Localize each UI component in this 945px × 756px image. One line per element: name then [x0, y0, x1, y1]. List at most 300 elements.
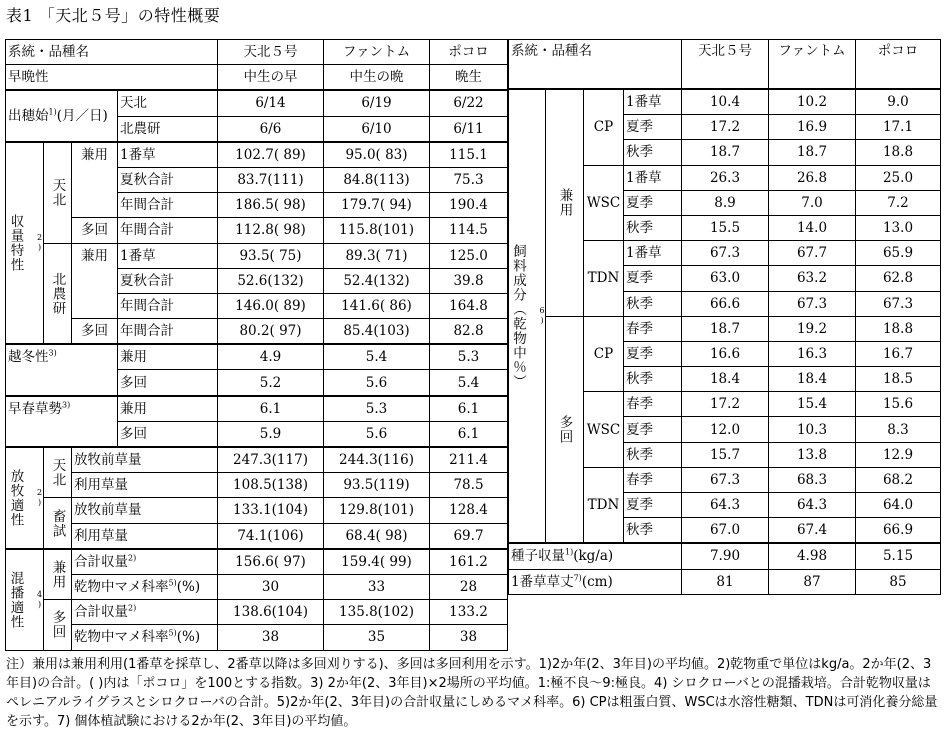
- cell-text: 1番草: [626, 245, 662, 262]
- value-cell: [430, 293, 508, 318]
- cell-text: 87: [803, 573, 821, 590]
- value-cell: [856, 241, 941, 266]
- cell-text: 春季: [626, 320, 653, 337]
- value-cell: [856, 569, 941, 594]
- cell-text: 89.3( 71): [345, 247, 408, 264]
- cell-text: 93.5( 75): [239, 247, 302, 264]
- value-cell: [682, 543, 769, 569]
- cell-text: 乾物中マメ科率: [74, 629, 169, 646]
- value-cell: [769, 493, 856, 518]
- value-cell: [218, 549, 324, 575]
- cell-text: 80.2( 97): [239, 323, 302, 340]
- cell-text: 夏季: [626, 497, 653, 514]
- value-cell: [218, 421, 324, 447]
- cell-text: 6.1: [457, 400, 480, 417]
- cell-text: 収量特性: [7, 214, 24, 272]
- use-cell: [118, 396, 218, 422]
- maturity-cell: [430, 65, 508, 91]
- value-cell: [218, 293, 324, 318]
- cell-text: 138.6(104): [233, 604, 308, 621]
- cell-text: 系統・品種名: [8, 44, 89, 61]
- cell-text: ポコロ: [877, 43, 919, 59]
- value-cell: [856, 316, 941, 341]
- value-cell: [430, 344, 508, 370]
- superscript-note: 5): [168, 578, 177, 588]
- value-cell: [856, 89, 941, 115]
- cell-text: 74.1(106): [237, 527, 304, 544]
- loc-cell: [118, 90, 218, 116]
- cell-text: 7.0: [801, 194, 823, 211]
- cell-text: 135.8(102): [339, 604, 414, 621]
- value-cell: [682, 266, 769, 291]
- cell-text: 83.7(111): [237, 172, 304, 189]
- value-cell: [430, 167, 508, 192]
- value-cell: [856, 291, 941, 316]
- cell-text: 6/22: [453, 95, 484, 112]
- value-cell: [769, 518, 856, 544]
- cell-text: TDN: [587, 270, 620, 287]
- cell-text: 利用草量: [74, 527, 128, 544]
- cell-text: 18.4: [709, 371, 741, 388]
- cell-text: 190.4: [449, 197, 488, 214]
- value-cell: [856, 190, 941, 215]
- cell-text: 52.6(132): [237, 272, 304, 289]
- cell-text: 26.8: [796, 169, 828, 186]
- cell-text: 211.4: [449, 452, 488, 469]
- value-cell: [430, 523, 508, 549]
- value-cell: [769, 442, 856, 467]
- cell-text: 6/11: [453, 120, 484, 137]
- value-cell: [682, 115, 769, 140]
- cell-text: 年間合計: [120, 297, 174, 314]
- cell-text: 16.9: [796, 119, 828, 136]
- table-row: [6, 142, 508, 168]
- cell-text: 7.90: [709, 548, 741, 565]
- table-row: [6, 396, 508, 422]
- value-cell: [430, 319, 508, 345]
- cell-text: 秋季: [626, 220, 653, 237]
- item-cell: [118, 218, 218, 243]
- cell-text: 多回: [120, 425, 147, 442]
- cell-text: 64.3: [796, 497, 828, 514]
- value-cell: [682, 518, 769, 544]
- value-cell: [218, 90, 324, 116]
- cell-text: 18.8: [882, 144, 914, 161]
- value-cell: [430, 625, 508, 650]
- value-cell: [856, 367, 941, 392]
- cell-text: 81: [716, 573, 734, 590]
- value-cell: [218, 370, 324, 396]
- cell-text: 年間合計: [120, 222, 174, 239]
- use-cell: [72, 319, 118, 345]
- table-row: [6, 344, 508, 370]
- superscript-note: 1): [565, 547, 574, 557]
- value-cell: [682, 417, 769, 442]
- value-cell: [430, 193, 508, 218]
- use-cell: [546, 316, 584, 543]
- cell-text: 67.3: [882, 295, 914, 312]
- cell-text: 5.9: [259, 425, 282, 442]
- cell-text: (%): [176, 579, 201, 596]
- value-cell: [430, 421, 508, 447]
- value-cell: [324, 319, 430, 345]
- cell-text: 18.7: [709, 144, 741, 161]
- season-cell: [624, 215, 682, 240]
- cell-text: 67.3: [796, 295, 828, 312]
- use-cell: [118, 370, 218, 396]
- cell-text: 67.3: [709, 471, 741, 488]
- cell-text: 種子収量: [511, 548, 565, 565]
- component-cell: [584, 392, 624, 468]
- value-cell: [430, 142, 508, 168]
- table-row: [6, 549, 508, 575]
- loc-cell: [44, 142, 72, 243]
- superscript-note: 2): [128, 553, 137, 563]
- item-cell: [118, 193, 218, 218]
- value-cell: [324, 167, 430, 192]
- table-row: [6, 40, 508, 65]
- cell-text: 7.2: [887, 194, 909, 211]
- cell-text: 飼料成分（乾物中％）: [510, 243, 526, 389]
- cell-text: 133.2: [449, 604, 488, 621]
- use-cell: [118, 421, 218, 447]
- cell-text: 1番草: [626, 94, 662, 111]
- cell-text: 兼用: [556, 188, 573, 218]
- season-cell: [624, 291, 682, 316]
- value-cell: [769, 417, 856, 442]
- value-cell: [682, 241, 769, 266]
- cell-text: 10.4: [709, 94, 741, 111]
- cell-text: 114.5: [449, 222, 488, 239]
- value-cell: [430, 498, 508, 523]
- section-label: [6, 549, 44, 650]
- cell-text: ファントム: [342, 44, 411, 61]
- use-cell: [72, 243, 118, 319]
- cell-text: 秋季: [626, 295, 653, 312]
- cell-text: 夏季: [626, 345, 653, 362]
- season-cell: [624, 467, 682, 492]
- value-cell: [324, 116, 430, 142]
- cell-text: 156.6( 97): [235, 553, 306, 570]
- cell-text: 早晩性: [8, 69, 49, 86]
- cell-text: 26.3: [709, 169, 741, 186]
- value-cell: [769, 543, 856, 569]
- cell-text: 16.7: [882, 345, 914, 362]
- item-cell: [118, 167, 218, 192]
- cell-text: 4.98: [796, 548, 828, 565]
- value-cell: [218, 625, 324, 650]
- item-cell: [118, 243, 218, 268]
- cell-text: 越冬性: [8, 349, 49, 366]
- cell-text: 放牧前草量: [74, 452, 142, 469]
- table-row: [6, 218, 508, 243]
- table-row: [6, 498, 508, 523]
- value-cell: [682, 291, 769, 316]
- row-label: [6, 396, 118, 447]
- cell-text: 夏季: [626, 119, 653, 136]
- cell-text: 15.4: [796, 396, 828, 413]
- value-cell: [324, 549, 430, 575]
- value-cell: [324, 90, 430, 116]
- cell-text: 62.8: [882, 270, 914, 287]
- cell-text: 10.2: [796, 94, 828, 111]
- value-cell: [324, 447, 430, 473]
- cell-text: 179.7( 94): [341, 197, 412, 214]
- cell-text: 1番草: [120, 146, 156, 163]
- cell-text: 15.6: [882, 396, 914, 413]
- cell-text: 33: [367, 579, 386, 596]
- cell-text: 15.5: [709, 220, 741, 237]
- cell-text: 5.15: [882, 548, 914, 565]
- season-cell: [624, 190, 682, 215]
- value-cell: [682, 442, 769, 467]
- cell-text: 6/19: [361, 95, 392, 112]
- value-cell: [324, 344, 430, 370]
- section-label: [6, 447, 44, 549]
- cell-text: CP: [593, 345, 614, 362]
- cell-text: 兼用: [81, 146, 108, 163]
- value-cell: [769, 190, 856, 215]
- season-cell: [624, 392, 682, 417]
- value-cell: [856, 115, 941, 140]
- cell-text: 北農研: [120, 120, 161, 137]
- cell-text: 159.4( 99): [341, 553, 412, 570]
- value-cell: [430, 218, 508, 243]
- value-cell: [682, 140, 769, 165]
- cell-text: 161.2: [449, 553, 488, 570]
- table-row: [6, 447, 508, 473]
- use-cell: [118, 344, 218, 370]
- cell-text: 35: [367, 629, 386, 646]
- value-cell: [682, 467, 769, 492]
- cell-text: (月／日): [56, 108, 108, 125]
- superscript-note: 5): [168, 628, 177, 638]
- cell-text: 合計収量: [74, 604, 128, 621]
- value-cell: [218, 218, 324, 243]
- value-cell: [682, 89, 769, 115]
- cell-text: CP: [593, 119, 614, 136]
- cell-text: 秋季: [626, 522, 653, 539]
- cell-text: 66.9: [882, 522, 914, 539]
- cell-text: 中生の早: [243, 69, 298, 86]
- value-cell: [324, 218, 430, 243]
- cell-text: 1番草: [120, 247, 156, 264]
- value-cell: [218, 167, 324, 192]
- cell-text: 6.1: [457, 425, 480, 442]
- row-label: [509, 569, 682, 594]
- value-cell: [856, 165, 941, 190]
- value-cell: [682, 215, 769, 240]
- right-table: [508, 39, 941, 595]
- cell-text: 天北５号: [243, 44, 298, 61]
- cell-text: 出穂始: [8, 108, 49, 125]
- cell-text: 5.3: [457, 349, 480, 366]
- value-cell: [324, 625, 430, 650]
- col-header: [682, 40, 769, 90]
- col-header: [218, 40, 324, 65]
- cell-text: 天北: [120, 95, 147, 112]
- cell-text: 放牧前草量: [74, 502, 142, 519]
- cell-text: 中生の晩: [349, 69, 404, 86]
- value-cell: [769, 140, 856, 165]
- value-cell: [769, 291, 856, 316]
- value-cell: [856, 543, 941, 569]
- value-cell: [218, 574, 324, 599]
- superscript-note: 1): [48, 107, 57, 117]
- cell-text: 64.3: [709, 497, 741, 514]
- superscript-note: 4): [35, 589, 44, 610]
- cell-text: 17.2: [709, 119, 741, 136]
- superscript-note: 3): [48, 348, 57, 358]
- cell-text: 108.5(138): [233, 477, 308, 494]
- cell-text: 64.0: [882, 497, 914, 514]
- cell-text: 夏季: [626, 421, 653, 438]
- cell-text: 164.8: [449, 297, 488, 314]
- cell-text: 多回: [81, 222, 108, 239]
- value-cell: [218, 116, 324, 142]
- cell-text: 18.5: [882, 371, 914, 388]
- cell-text: 年間合計: [120, 323, 174, 340]
- value-cell: [769, 89, 856, 115]
- table-row: [6, 65, 508, 91]
- value-cell: [218, 268, 324, 293]
- season-cell: [624, 493, 682, 518]
- value-cell: [856, 493, 941, 518]
- cell-text: 6/10: [361, 120, 392, 137]
- value-cell: [682, 341, 769, 366]
- cell-text: 乾物中マメ科率: [74, 579, 169, 596]
- value-cell: [856, 467, 941, 492]
- season-cell: [624, 341, 682, 366]
- value-cell: [324, 421, 430, 447]
- cell-text: 6/14: [255, 95, 286, 112]
- cell-text: 4.9: [259, 349, 282, 366]
- left-table: [5, 39, 508, 651]
- value-cell: [856, 266, 941, 291]
- season-cell: [624, 316, 682, 341]
- value-cell: [218, 142, 324, 168]
- season-cell: [624, 165, 682, 190]
- item-cell: [72, 523, 218, 549]
- value-cell: [324, 574, 430, 599]
- cell-text: 39.8: [453, 272, 484, 289]
- cell-text: 兼用: [120, 400, 147, 417]
- cell-text: 16.3: [796, 345, 828, 362]
- cell-text: TDN: [587, 497, 620, 514]
- cell-text: 75.3: [453, 172, 484, 189]
- value-cell: [324, 268, 430, 293]
- use-cell: [44, 549, 72, 600]
- cell-text: 63.2: [796, 270, 828, 287]
- cell-text: 18.4: [796, 371, 828, 388]
- cell-text: WSC: [586, 421, 621, 438]
- cell-text: 年間合計: [120, 197, 174, 214]
- item-cell: [72, 600, 218, 625]
- cell-text: 8.9: [714, 194, 736, 211]
- value-cell: [324, 370, 430, 396]
- value-cell: [430, 600, 508, 625]
- table-row: [6, 473, 508, 498]
- cell-text: 85: [889, 573, 907, 590]
- value-cell: [324, 523, 430, 549]
- cell-text: ファントム: [778, 43, 846, 59]
- cell-text: 6.1: [259, 400, 282, 417]
- value-cell: [682, 165, 769, 190]
- cell-text: 天北５号: [698, 43, 752, 59]
- value-cell: [430, 447, 508, 473]
- cell-text: 67.7: [796, 245, 828, 262]
- season-cell: [624, 115, 682, 140]
- cell-text: (kg/a): [573, 548, 614, 565]
- value-cell: [218, 498, 324, 523]
- cell-text: 28: [459, 579, 478, 596]
- cell-text: 69.7: [453, 527, 484, 544]
- cell-text: 63.0: [709, 270, 741, 287]
- table-row: [509, 543, 941, 569]
- cell-text: 北農研: [49, 271, 66, 316]
- superscript-note: 6): [537, 306, 547, 327]
- cell-text: 夏秋合計: [120, 272, 174, 289]
- table-row: [6, 243, 508, 268]
- maturity-cell: [324, 65, 430, 91]
- item-cell: [118, 319, 218, 345]
- value-cell: [324, 498, 430, 523]
- cell-text: 133.1(104): [233, 502, 308, 519]
- value-cell: [856, 140, 941, 165]
- item-cell: [118, 142, 218, 168]
- cell-text: 102.7( 89): [235, 146, 306, 163]
- cell-text: 5.4: [457, 374, 480, 391]
- cell-text: ポコロ: [448, 44, 489, 61]
- cell-text: 13.8: [796, 446, 828, 463]
- loc-cell: [44, 498, 72, 549]
- col-header: [430, 40, 508, 65]
- cell-text: 14.0: [796, 220, 828, 237]
- value-cell: [430, 268, 508, 293]
- superscript-note: 2): [35, 233, 44, 253]
- value-cell: [856, 215, 941, 240]
- cell-text: 38: [261, 629, 280, 646]
- row-label: [6, 344, 118, 395]
- season-cell: [624, 442, 682, 467]
- value-cell: [682, 569, 769, 594]
- cell-text: 兼用: [49, 559, 66, 589]
- superscript-note: 2): [128, 603, 137, 613]
- cell-text: 93.5(119): [343, 477, 410, 494]
- cell-text: 夏季: [626, 194, 653, 211]
- value-cell: [218, 523, 324, 549]
- value-cell: [769, 467, 856, 492]
- value-cell: [218, 243, 324, 268]
- cell-text: 146.0( 89): [235, 297, 306, 314]
- cell-text: 8.3: [887, 421, 909, 438]
- cell-text: 84.8(113): [343, 172, 410, 189]
- cell-text: 夏季: [626, 270, 653, 287]
- header-label: [6, 65, 218, 91]
- value-cell: [856, 392, 941, 417]
- cell-text: 9.0: [887, 94, 909, 111]
- value-cell: [324, 193, 430, 218]
- value-cell: [430, 90, 508, 116]
- value-cell: [218, 344, 324, 370]
- value-cell: [218, 600, 324, 625]
- header-label: [509, 40, 682, 90]
- value-cell: [769, 569, 856, 594]
- value-cell: [218, 447, 324, 473]
- value-cell: [324, 473, 430, 498]
- cell-text: 秋季: [626, 446, 653, 463]
- value-cell: [682, 190, 769, 215]
